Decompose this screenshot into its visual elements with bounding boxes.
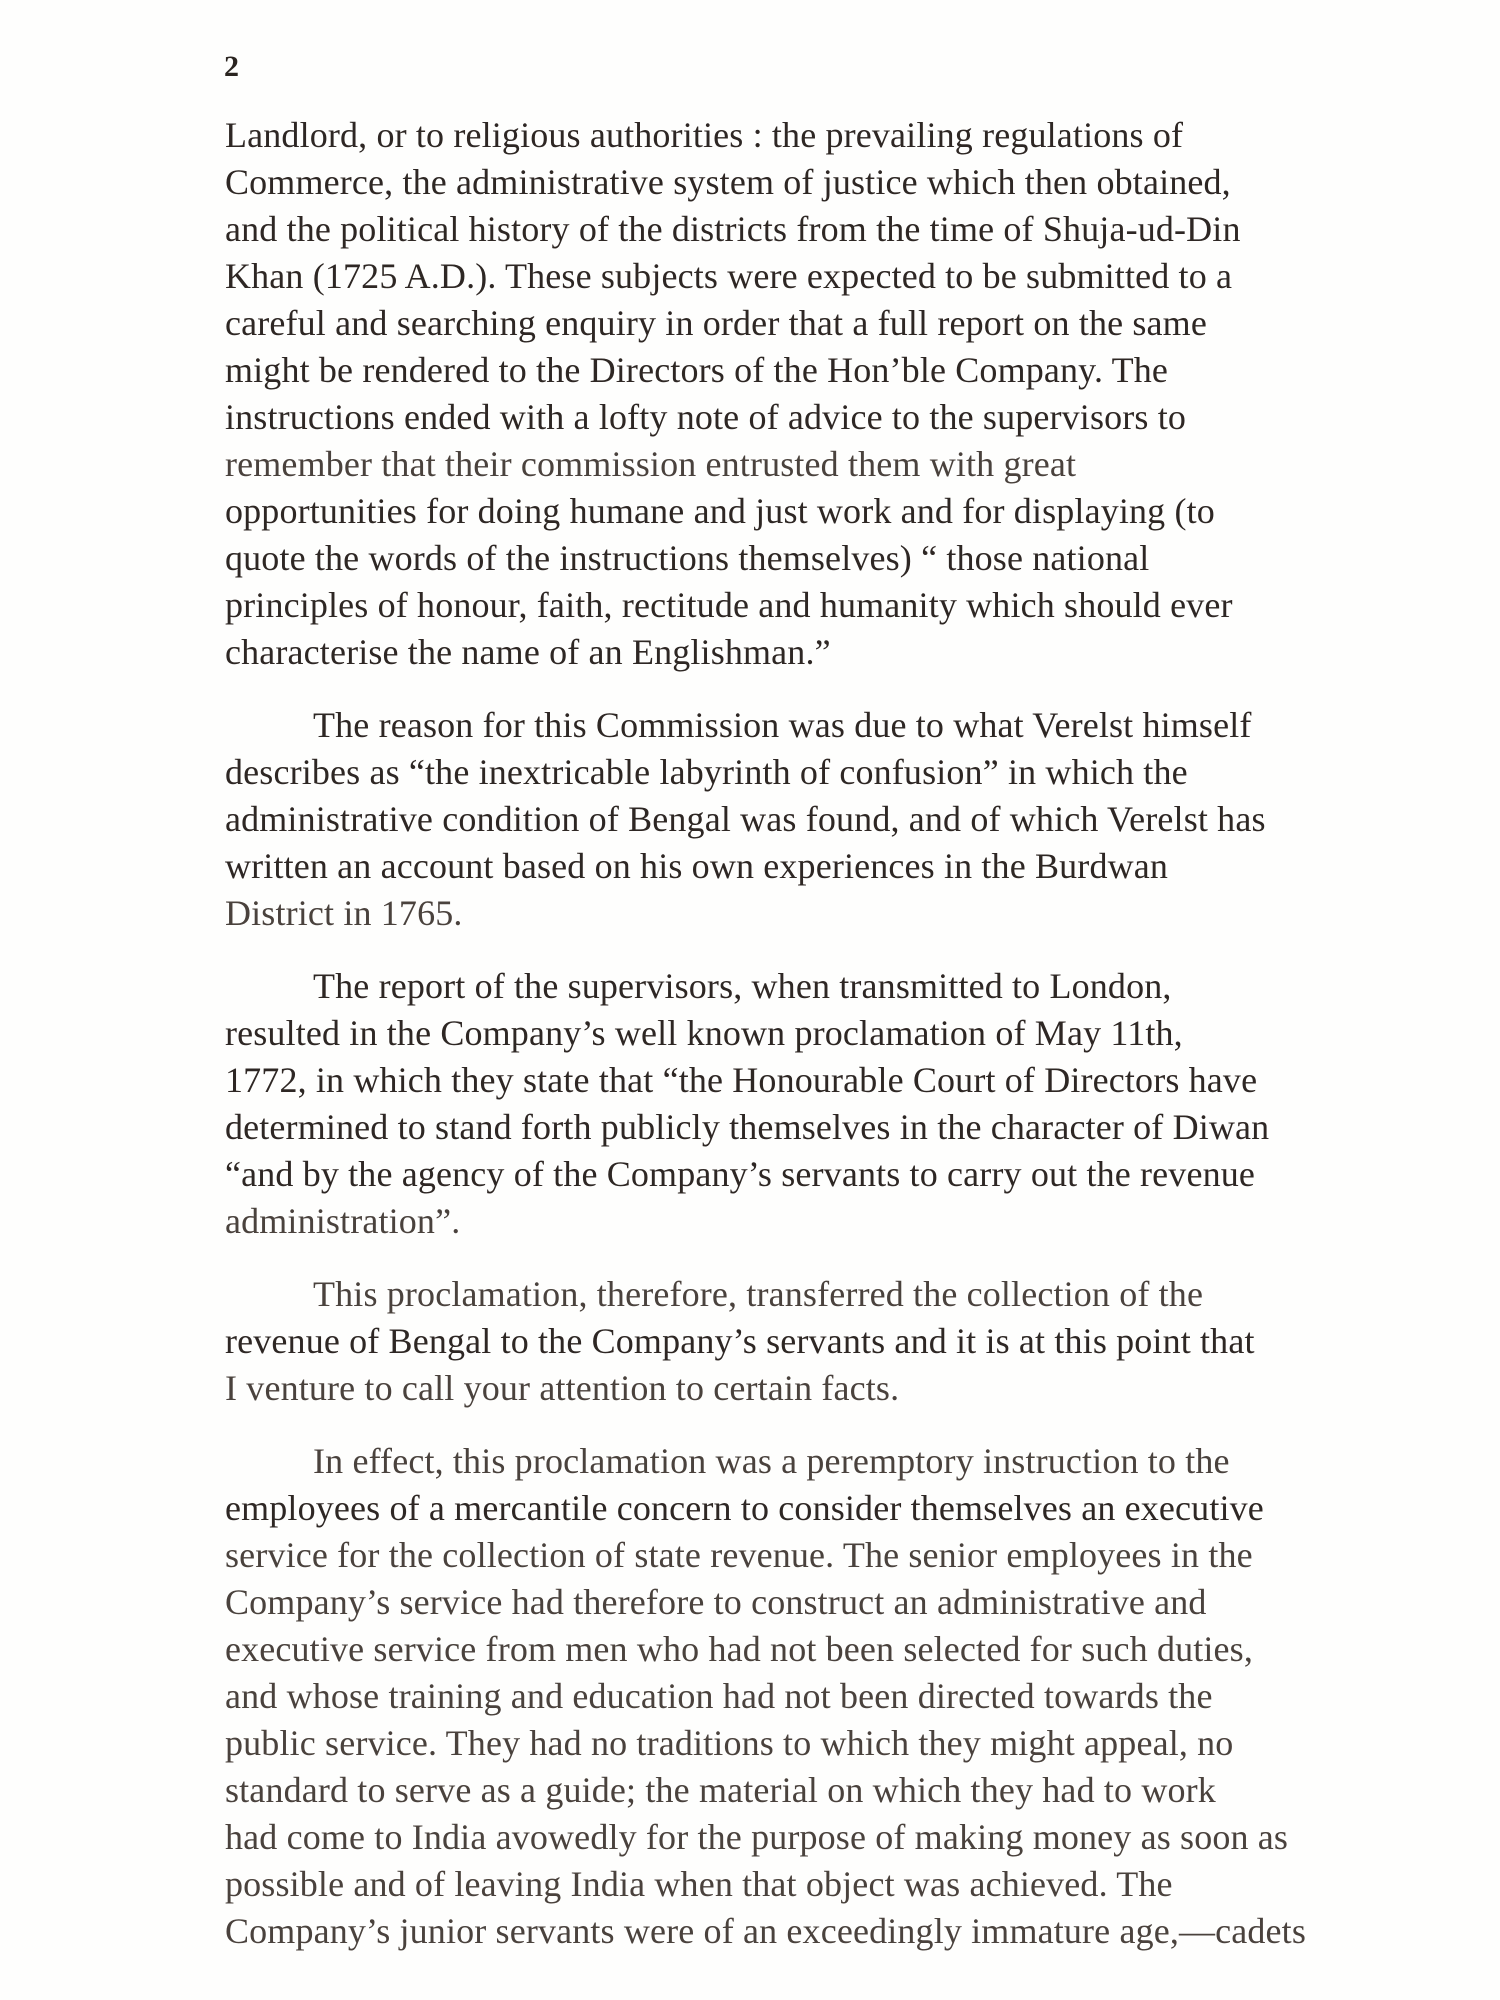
text-line: had come to India avowedly for the purpose of making money as soon as	[225, 1817, 1289, 1857]
text-line: public service. They had no traditions to which they might appeal, no	[225, 1723, 1234, 1763]
text-line: and whose training and education had not been directed towards the	[225, 1676, 1213, 1716]
text-line: and the political history of the districts from the time of Shuja-ud-Din	[225, 209, 1241, 249]
text-line: Commerce, the administrative system of justice which then obtained,	[225, 162, 1231, 202]
text-line: describes as “the inextricable labyrinth of confusion” in which the	[225, 752, 1188, 792]
body-text	[225, 112, 1425, 1981]
text-line: instructions ended with a lofty note of advice to the supervisors to	[225, 397, 1187, 437]
text-line: standard to serve as a guide; the material on which they had to work	[225, 1770, 1216, 1810]
paragraph	[225, 1271, 1425, 1412]
text-line: resulted in the Company’s well known proclamation of May 11th,	[225, 1013, 1183, 1053]
text-line: quote the words of the instructions themselves) “ those national	[225, 538, 1150, 578]
text-line: written an account based on his own experiences in the Burdwan	[225, 846, 1169, 886]
text-line: remember that their commission entrusted them with great	[225, 444, 1077, 484]
text-line: I venture to call your attention to certain facts.	[225, 1368, 900, 1408]
text-line: employees of a mercantile concern to consider themselves an executive	[225, 1488, 1264, 1528]
text-line: possible and of leaving India when that object was achieved. The	[225, 1864, 1173, 1904]
text-line: characterise the name of an Englishman.”	[225, 632, 831, 672]
text-line: This proclamation, therefore, transferred the collection of the	[313, 1274, 1204, 1314]
text-line: District in 1765.	[225, 893, 463, 933]
text-line: “and by the agency of the Company’s servants to carry out the revenue	[225, 1154, 1256, 1194]
text-line: 1772, in which they state that “the Honourable Court of Directors have	[225, 1060, 1258, 1100]
text-line: Company’s junior servants were of an exceedingly immature age,—cadets	[225, 1911, 1306, 1951]
text-line: administrative condition of Bengal was found, and of which Verelst has	[225, 799, 1266, 839]
text-line: careful and searching enquiry in order that a full report on the same	[225, 303, 1207, 343]
text-line: executive service from men who had not been selected for such duties,	[225, 1629, 1253, 1669]
text-line: opportunities for doing humane and just work and for displaying (to	[225, 491, 1215, 531]
text-line: administration”.	[225, 1201, 461, 1241]
text-line: might be rendered to the Directors of the Hon’ble Company. The	[225, 350, 1169, 390]
text-line: In effect, this proclamation was a peremptory instruction to the	[313, 1441, 1230, 1481]
text-line: The reason for this Commission was due to what Verelst himself	[313, 705, 1252, 745]
text-line: Company’s service had therefore to construct an administrative and	[225, 1582, 1207, 1622]
text-line: service for the collection of state revenue. The senior employees in the	[225, 1535, 1253, 1575]
text-line: Khan (1725 A.D.). These subjects were expected to be submitted to a	[225, 256, 1233, 296]
paragraph	[225, 702, 1425, 937]
text-line: revenue of Bengal to the Company’s servants and it is at this point that	[225, 1321, 1255, 1361]
page-number: 2	[224, 50, 239, 83]
paragraph	[225, 963, 1425, 1245]
paragraph	[225, 112, 1425, 676]
text-line: The report of the supervisors, when transmitted to London,	[313, 966, 1172, 1006]
paragraph	[225, 1438, 1425, 1955]
text-line: principles of honour, faith, rectitude and humanity which should ever	[225, 585, 1233, 625]
text-line: determined to stand forth publicly themselves in the character of Diwan	[225, 1107, 1270, 1147]
text-line: Landlord, or to religious authorities : the prevailing regulations of	[225, 115, 1184, 155]
